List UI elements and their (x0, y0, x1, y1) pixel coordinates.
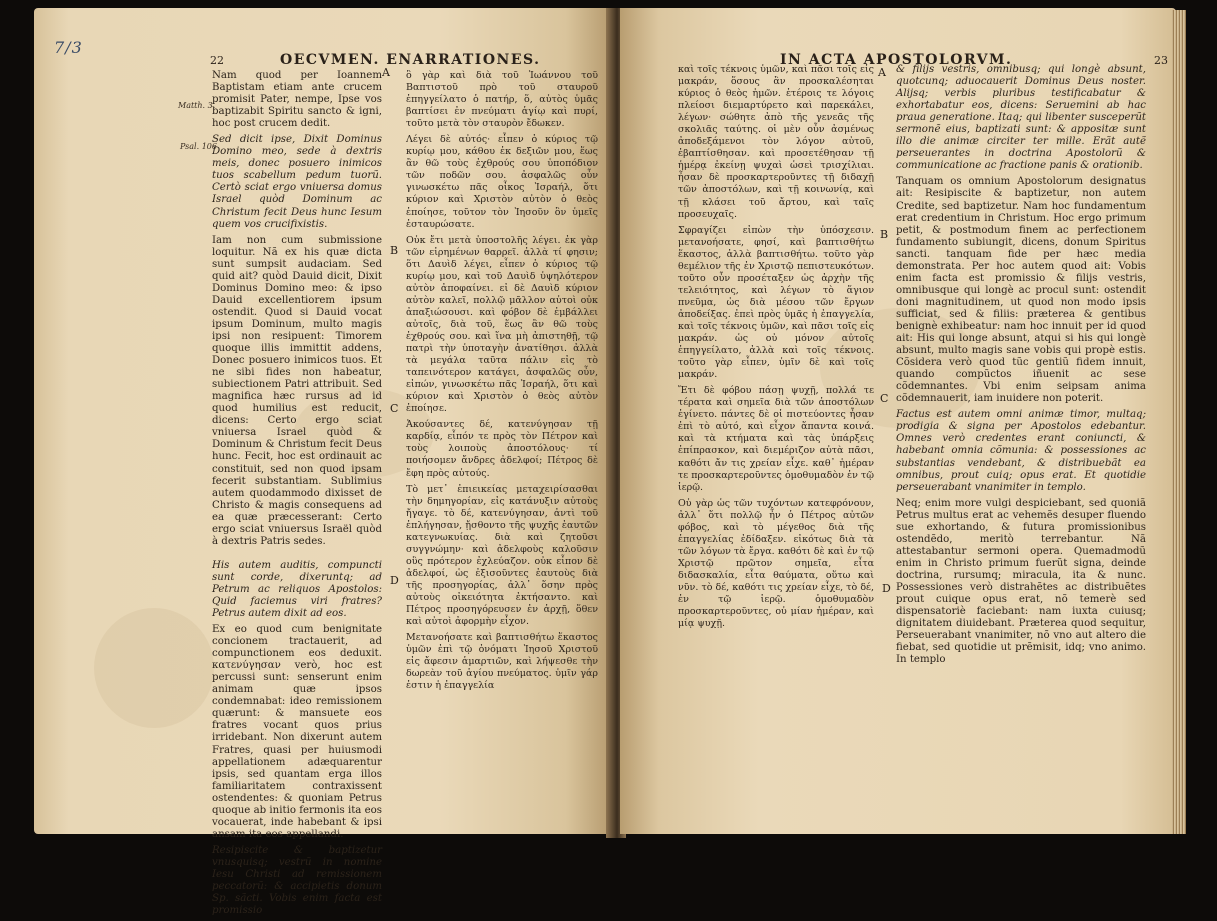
side-note-psal: Psal. 106 (180, 142, 217, 151)
latin-paragraph: Sed dicit ipse, Dixit Dominus Domino meo, sede à dextris meis, donec posuero inimicos tuos scabellum pedum tuorũ. Certò sciat ergo vniuersa domus Israel quòd Dominum ac Christum fecit Deus hunc Iesum quem vos crucifixistis. (212, 134, 382, 230)
latin-paragraph: Ex eo quod cum benignitate concionem tractauerit, ad compunctionem eos deduxit. κατενύγησαν verò, hoc est percussi sunt: senserunt enim animam quæ ipsos condemnabat: ideo remissionem quærunt: & mansuete eos fratres vocant quos prius irridebant. Non dixerunt autem Fratres, quasi per huiusmodi appellationem adæquarentur ipsis, sed quantam erga illos familiaritatem contraxissent ostendentes: & quoniam Petrus quoque ab initio fermonis ita eos vocauerat, inde habebant & ipsi ansam ita eos appellandi. (212, 624, 383, 840)
section-letter-c: C (390, 402, 399, 415)
latin-column-right (896, 64, 1146, 670)
running-head-left: OECVMEN. ENARRATIONES. (280, 52, 541, 68)
section-letter-a: A (382, 66, 390, 79)
latin-paragraph: & filijs vestris, omnibusq; qui longè absunt, quotcunq; aduocauerit Dominus Deus noster. Alijsq; verbis pluribus testificabatur & exhortabatur eos, dicens: Seruemini ab hac praua generatione. Itaq; qui libenter susceperũt sermonẽ eius, baptizati sunt: & appositæ sunt illo die animæ circiter ter mille. Erãt autẽ perseuerantes in doctrina Apostolorũ & communicatione ac fractione panis & orationib. (896, 64, 1146, 172)
margin-handwriting: 7/3 (54, 38, 83, 57)
latin-paragraph: His autem auditis, compuncti sunt corde, dixeruntq; ad Petrum ac reliquos Apostolos: Quid faciemus viri fratres? Petrus autem dixit ad eos. (212, 559, 382, 620)
greek-paragraph: Σφραγίζει εἰπὼν τὴν ὑπόσχεσιν. μετανοήσατε, φησί, καὶ βαπτισθήτω ἕκαστος, ἀλλὰ βαπτισθήτω. τοῦτο γὰρ θεμέλιον τῆς ἐν Χριστῷ πεπιστευκότων. τοῦτο οὖν προσέταξεν ὡς ἀρχὴν τῆς τελειότητος, καὶ λέγων τὸ ἅγιον πνεῦμα, ὡς διὰ μέσου τῶν ἔργων ἀποδείξας. ἐπεὶ πρὸς ὑμᾶς ἡ ἐπαγγελία, καὶ τοῖς τέκνοις ὑμῶν, καὶ πᾶσι τοῖς εἰς μακράν. ὡς οὐ μόνον αὐτοῖς ἐπηγγείλατο, ἀλλὰ καὶ τοῖς τέκνοις. τοῦτο γὰρ εἶπεν, ὑμῖν δὲ καὶ τοῖς μακράν. (678, 224, 874, 381)
greek-column-left (406, 70, 598, 696)
latin-paragraph: Resipiscite & baptizetur vnusquisq; vestrũ in nomine Iesu Christi ad remissionem peccatorũ: & accipietis donum Sp. sãcti. Vobis enim facta est promissio (212, 844, 382, 917)
page-number-right: 23 (1154, 54, 1168, 67)
left-page (34, 8, 612, 917)
latin-paragraph: Factus est autem omni animæ timor, multaq; prodigia & signa per Apostolos edebantur. Omnes verò credentes erant coniuncti, & habebant omnia cõmunia: & possessiones ac substantias vendebant, & distribuebãt ea omnibus, prout cuiq; opus erat. Et quotidie perseuerabant vnanimiter in templo. (896, 409, 1146, 493)
greek-paragraph: Οὐ γὰρ ὡς τῶν τυχόντων κατεφρόνουν, ἀλλ᾽ ὅτι πολλῷ ἦν ὁ Πέτρος αὐτῶν φόβος, καὶ τὸ μέγεθος διὰ τῆς ἐπαγγελίας ἐδίδαξεν. εἰκότως διὰ τὰ τῶν λόγων τὰ ἔργα. καθότι δὲ καὶ ἐν τῷ Χριστῷ πρῶτον σημεῖα, εἶτα διδασκαλία, εἶτα θαύματα, οὕτω καὶ νῦν. τὸ δέ, καθότι τις χρείαν εἶχε, τὸ δέ, ἐν τῷ ἱερῷ. ὁμοθυμαδὸν προσκαρτεροῦντες, οὐ μίαν ἡμέραν, καὶ μίᾳ ψυχῇ. (678, 497, 874, 630)
section-letter-b: B (880, 228, 889, 241)
section-letter-a: A (878, 66, 886, 79)
greek-paragraph: Τὸ μετ᾽ ἐπιεικείας μεταχειρίσασθαι τὴν δημηγορίαν, εἰς κατάνυξιν αὐτοὺς ἤγαγε. τὸ δέ, κατενύγησαν, ἀντὶ τοῦ ἐπλήγησαν, ᾔσθοντο τῆς ψυχῆς ἑαυτῶν κατεγνωκυίας. διὰ καὶ ζητοῦσι συγγνώμην· καὶ ἀδελφοὺς καλοῦσιν οὓς πρότερον ἐχλεύαζον. οὐκ εἶπον δὲ ἀδελφοί, ὡς ἐξισοῦντες ἑαυτοὺς διὰ τῆς προσηγορίας, ἀλλ᾽ ὅσην πρὸς αὐτοὺς οἰκειότητα ἐκτήσαντο. καὶ Πέτρος προσηγόρευσεν ἐν ἀρχῇ, ὅθεν καὶ αὐτοὶ ἀφορμὴν εἶχον. (406, 483, 598, 628)
latin-paragraph: Nam quod per Ioannem Baptistam etiam ante crucem promisit Pater, nempe, Ipse vos baptizabit Spiritu sancto & igni, hoc post crucem dedit. (212, 70, 382, 130)
right-page (620, 8, 1176, 834)
section-letter-c: C (880, 392, 889, 405)
section-letter-d: D (882, 582, 891, 595)
latin-paragraph: Tanquam os omnium Apostolorum designatus ait: Resipiscite & baptizetur, non autem Credite, sed baptizetur. Nam hoc fundamentum erat credentium in Christum. Hoc ergo primum petit, & postmodum finem ac perfectionem fundamento subiungit, dicens, donum Spiritus sancti. tanquam fide per hæc media demonstrata. Per hoc autem quod ait: Vobis enim facta est promissio & filijs vestris, omnibusque qui longè ac procul sunt: ostendit doni magnitudinem, ut quod non modo ipsis sufficiat, sed & filiis: præterea & gentibus benignè exhibeatur: nam hoc innuit per id quod ait: His qui longe absunt, atqui si his qui longè absunt, multo magis sane vobis qui propè estis. Cõsidera verò quod tũc gentiũ fidem innuit, quando compũctos iñuenit ac sese cõdemnantes. Vbi enim seipsam anima cõdemnauerit, iam inuidere non poterit. (896, 176, 1146, 405)
greek-paragraph: Ἀκούσαντες δέ, κατενύγησαν τῇ καρδίᾳ, εἶπόν τε πρὸς τὸν Πέτρον καὶ τοὺς λοιποὺς ἀποστόλους· τί ποιήσομεν ἄνδρες ἀδελφοί; Πέτρος δὲ ἔφη πρὸς αὐτούς. (406, 419, 598, 479)
greek-paragraph: Ἔτι δὲ φόβου πάσῃ ψυχῇ, πολλά τε τέρατα καὶ σημεῖα διὰ τῶν ἀποστόλων ἐγίνετο. πάντες δὲ οἱ πιστεύοντες ἦσαν ἐπὶ τὸ αὐτό, καὶ εἶχον ἅπαντα κοινά. καὶ τὰ κτήματα καὶ τὰς ὑπάρξεις ἐπίπρασκον, καὶ διεμέριζον αὐτὰ πᾶσι, καθότι ἄν τις χρείαν εἶχε. καθ᾽ ἡμέραν τε προσκαρτεροῦντες ὁμοθυμαδὸν ἐν τῷ ἱερῷ. (678, 385, 874, 493)
section-letter-d: D (390, 574, 399, 587)
section-letter-b: B (390, 244, 399, 257)
latin-paragraph: Iam non cum submissione loquitur. Nã ex his quæ dicta sunt sumpsit audaciam. Sed quid ait? quòd Dauid dicit, Dixit Dominus Domino meo: & ipso Dauid excellentiorem ipsum ostendit. Quod si Dauid vocat ipsum Dominum, multo magis ipsi non resipuent: Timorem quoque illis immittit addens, Donec posuero inimicos tuos. Et ne sibi fides non habeatur, subiectionem Patri attribuit. Sed magnifica hæc rursus ad id quod humilius est reducit, dicens: Certo ergo sciat vniuersa Israel quòd & Dominum & Christum fecit Deus hunc. Fecit, hoc est ordinauit ac constituit, sed non quod ipsam fecerit substantiam. Sublimius autem quodammodo dixisset de Christo & magis consequens ad ea quæ præcesserant: Certo ergo sciat vniuersus Israël quòd à dextris Patris sedes. (212, 234, 382, 547)
page-number-left: 22 (210, 54, 224, 67)
latin-column-left (212, 70, 382, 921)
greek-paragraph: ὃ γὰρ καὶ διὰ τοῦ Ἰωάννου τοῦ Βαπτιστοῦ πρὸ τοῦ σταυροῦ ἐπηγγείλατο ὁ πατήρ, ὅ, αὐτὸς ὑμᾶς βαπτίσει ἐν πνεύματι ἁγίῳ καὶ πυρί, τοῦτο μετὰ τὸν σταυρὸν ἔδωκεν. (406, 70, 598, 130)
open-book (34, 8, 1186, 917)
greek-paragraph: Οὐκ ἔτι μετὰ ὑποστολῆς λέγει. ἐκ γὰρ τῶν εἰρημένων θαρρεῖ. ἀλλὰ τί φησιν; ὅτι Δαυὶδ λέγει, εἶπεν ὁ κύριος τῷ κυρίῳ μου, καὶ τοῦ Δαυὶδ ὑψηλότερον αὐτὸν ἀποφαίνει. εἰ δὲ Δαυὶδ κύριον αὐτὸν καλεῖ, πολλῷ μᾶλλον αὐτοὶ οὐκ ἀπαξιώσουσι. καὶ φόβον δὲ ἐμβάλλει αὐτοῖς, διὰ τοῦ, ἕως ἂν θῶ τοὺς ἐχθρούς σου. καὶ ἵνα μὴ ἀπιστηθῇ, τῷ πατρὶ τὴν ὑποταγὴν ἀνατίθησι. ἀλλὰ τὰ μεγάλα ταῦτα πάλιν εἰς τὸ ταπεινότερον κατάγει, ἀσφαλῶς οὖν, εἰπών, γινωσκέτω πᾶς Ἰσραήλ, ὅτι καὶ κύριον καὶ Χριστὸν ὁ θεὸς αὐτὸν ἐποίησε. (406, 234, 598, 415)
greek-column-right (678, 64, 874, 634)
greek-paragraph: καὶ τοῖς τέκνοις ὑμῶν, καὶ πᾶσι τοῖς εἰς μακράν, ὅσους ἂν προσκαλέσηται κύριος ὁ θεὸς ἡμῶν. ἑτέροις τε λόγοις πλείοσι διεμαρτύρετο καὶ παρεκάλει, λέγων· σώθητε ἀπὸ τῆς γενεᾶς τῆς σκολιᾶς ταύτης. οἱ μὲν οὖν ἀσμένως ἀποδεξάμενοι τὸν λόγον αὐτοῦ, ἐβαπτίσθησαν. καὶ προσετέθησαν τῇ ἡμέρᾳ ἐκείνῃ ψυχαὶ ὡσεὶ τρισχίλιαι. ἦσαν δὲ προσκαρτεροῦντες τῇ διδαχῇ τῶν ἀποστόλων, καὶ τῇ κοινωνίᾳ, καὶ τῇ κλάσει τοῦ ἄρτου, καὶ ταῖς προσευχαῖς. (678, 64, 874, 220)
latin-paragraph: Neq; enim more vulgi despiciebant, sed quoniã Petrus multus erat ac vehemẽs desuper fluendo sue exhortando, & futura promissionibus ostendẽdo, meritò terrebantur. Nã attestabantur sermoni opera. Quemadmodũ enim in Christo primum fuerũt signa, deinde doctrina, rursumq; miracula, ita & nunc. Possessiones verò distrahẽtes ac distribuẽtes prout cuique opus erat, nõ temerè sed dispensatoriè faciebant: nam iuxta cuiusq; dignitatem diuidebant. Præterea quod sequitur, Perseuerabant vnanimiter, nõ vno aut altero die fiebat, sed quotidie ut prẽmisit, idq; vno animo. In templo (896, 497, 1146, 666)
running-head-right: IN ACTA APOSTOLORVM. (780, 52, 1013, 68)
greek-paragraph: Μετανοήσατε καὶ βαπτισθήτω ἕκαστος ὑμῶν ἐπὶ τῷ ὀνόματι Ἰησοῦ Χριστοῦ εἰς ἄφεσιν ἁμαρτιῶν, καὶ λήψεσθε τὴν δωρεὰν τοῦ ἁγίου πνεύματος. ὑμῖν γάρ ἐστιν ἡ ἐπαγγελία (406, 632, 598, 692)
greek-paragraph: Λέγει δὲ αὐτός· εἶπεν ὁ κύριος τῷ κυρίῳ μου, κάθου ἐκ δεξιῶν μου, ἕως ἂν θῶ τοὺς ἐχθρούς σου ὑποπόδιον τῶν ποδῶν σου. ἀσφαλῶς οὖν γινωσκέτω πᾶς οἶκος Ἰσραήλ, ὅτι κύριον καὶ Χριστὸν αὐτὸν ὁ θεὸς ἐποίησε, τοῦτον τὸν Ἰησοῦν ὃν ὑμεῖς ἐσταυρώσατε. (406, 134, 598, 230)
book-fore-edge (1172, 10, 1186, 834)
side-note-matth: Matth. 3. (178, 101, 216, 110)
